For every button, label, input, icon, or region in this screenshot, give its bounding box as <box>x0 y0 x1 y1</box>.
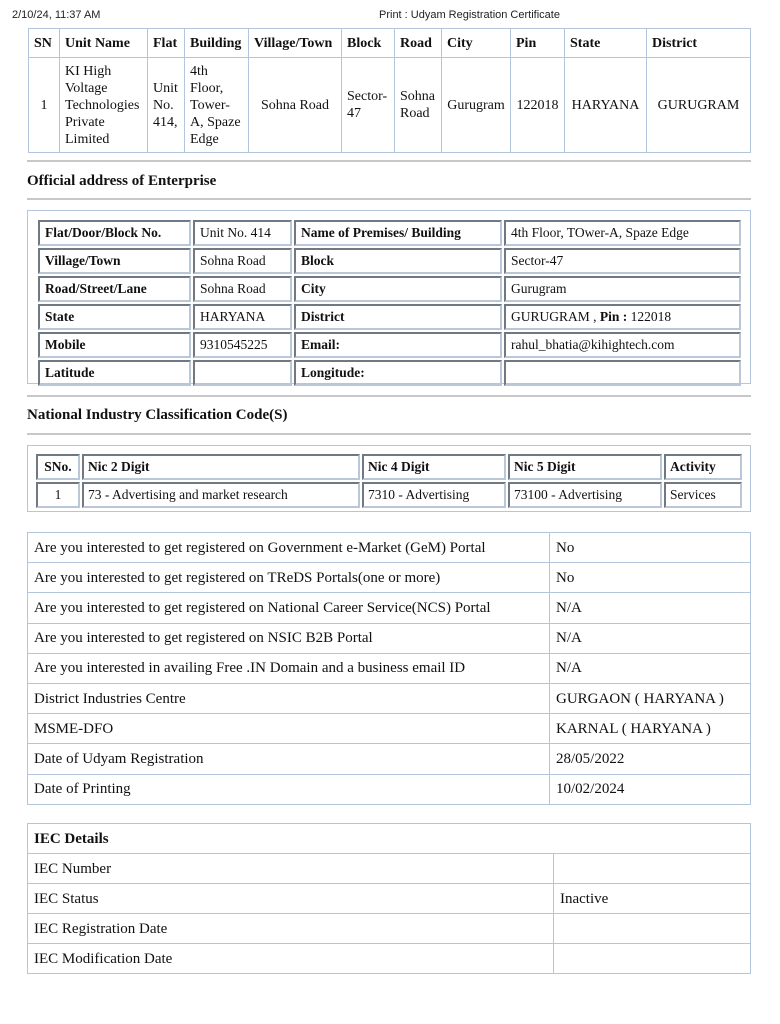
iec-status-value: Inactive <box>554 884 751 914</box>
info-row <box>28 623 751 653</box>
info-row <box>28 563 751 593</box>
table-row <box>36 482 742 508</box>
address-value: Gurugram <box>504 276 741 302</box>
iec-value <box>554 914 751 944</box>
cell-flat: Unit No. 414, <box>148 58 185 153</box>
iec-title: IEC Details <box>28 824 751 854</box>
info-row <box>28 744 751 774</box>
cell-road: Sohna Road <box>395 58 442 153</box>
cell-nic4: 7310 - Advertising <box>362 482 506 508</box>
official-address-title: Official address of Enterprise <box>27 173 217 189</box>
address-row <box>38 276 741 302</box>
iec-details-table <box>27 823 751 974</box>
info-value: KARNAL ( HARYANA ) <box>550 714 751 744</box>
info-row <box>28 774 751 804</box>
address-value: Unit No. 414 <box>193 220 292 246</box>
address-value <box>504 304 741 330</box>
info-value: GURGAON ( HARYANA ) <box>550 683 751 713</box>
unit-table <box>28 28 751 153</box>
address-label: Road/Street/Lane <box>38 276 191 302</box>
divider <box>27 395 751 397</box>
address-label: Mobile <box>38 332 191 358</box>
info-label: MSME-DFO <box>28 714 550 744</box>
info-label: Are you interested to get registered on National Career Service(NCS) Portal <box>28 593 550 623</box>
col-flat: Flat <box>148 29 185 58</box>
address-label: Latitude <box>38 360 191 386</box>
info-label: Date of Udyam Registration <box>28 744 550 774</box>
info-value: N/A <box>550 653 751 683</box>
pin-label: Pin : <box>599 309 628 324</box>
address-value: Sohna Road <box>193 276 292 302</box>
nic-box <box>27 445 751 512</box>
address-label: District <box>294 304 502 330</box>
info-value: N/A <box>550 593 751 623</box>
address-row <box>38 304 741 330</box>
address-row <box>38 360 741 386</box>
divider <box>27 160 751 162</box>
divider <box>27 433 751 435</box>
col-state: State <box>565 29 647 58</box>
address-label: State <box>38 304 191 330</box>
info-label: Are you interested in availing Free .IN Domain and a business email ID <box>28 653 550 683</box>
registration-info-table <box>27 532 751 805</box>
official-address-table <box>36 218 743 388</box>
address-value: Sector-47 <box>504 248 741 274</box>
cell-district: GURUGRAM <box>647 58 751 153</box>
col-nic5: Nic 5 Digit <box>508 454 662 480</box>
info-value: 28/05/2022 <box>550 744 751 774</box>
print-header <box>12 6 768 22</box>
address-value <box>193 360 292 386</box>
info-value: No <box>550 533 751 563</box>
info-label: District Industries Centre <box>28 683 550 713</box>
col-village-town: Village/Town <box>249 29 342 58</box>
iec-row <box>28 914 751 944</box>
official-address-box <box>27 210 751 384</box>
address-value: HARYANA <box>193 304 292 330</box>
address-label: Name of Premises/ Building <box>294 220 502 246</box>
col-unit-name: Unit Name <box>60 29 148 58</box>
cell-block: Sector-47 <box>342 58 395 153</box>
iec-row <box>28 944 751 974</box>
col-sn: SN <box>29 29 60 58</box>
address-label: Flat/Door/Block No. <box>38 220 191 246</box>
info-label: Are you interested to get registered on TReDS Portals(one or more) <box>28 563 550 593</box>
cell-unit-name: KI High Voltage Technologies Private Limited <box>60 58 148 153</box>
print-timestamp: 2/10/24, 11:37 AM <box>12 9 101 21</box>
cell-pin: 122018 <box>511 58 565 153</box>
cell-state: HARYANA <box>565 58 647 153</box>
cell-sno: 1 <box>36 482 80 508</box>
iec-value <box>554 944 751 974</box>
cell-nic5: 73100 - Advertising <box>508 482 662 508</box>
info-row <box>28 533 751 563</box>
cell-building: 4th Floor, Tower-A, Spaze Edge <box>185 58 249 153</box>
address-row <box>38 248 741 274</box>
cell-activity: Services <box>664 482 742 508</box>
col-activity: Activity <box>664 454 742 480</box>
iec-row <box>28 884 751 914</box>
iec-value <box>554 854 751 884</box>
info-value: No <box>550 563 751 593</box>
iec-label: IEC Registration Date <box>28 914 554 944</box>
info-row <box>28 653 751 683</box>
info-row <box>28 593 751 623</box>
pin-value: 122018 <box>630 309 672 324</box>
address-value: Sohna Road <box>193 248 292 274</box>
email-value: rahul_bhatia@kihightech.com <box>504 332 741 358</box>
cell-city: Gurugram <box>442 58 511 153</box>
col-pin: Pin <box>511 29 565 58</box>
address-value: 9310545225 <box>193 332 292 358</box>
address-label: Email: <box>294 332 502 358</box>
cell-sn: 1 <box>29 58 60 153</box>
nic-table <box>34 452 744 510</box>
address-value <box>504 360 741 386</box>
print-title: Print : Udyam Registration Certificate <box>379 9 560 21</box>
info-label: Date of Printing <box>28 774 550 804</box>
address-row <box>38 332 741 358</box>
unit-table-header-row <box>29 29 751 58</box>
table-row <box>29 58 751 153</box>
address-value: 4th Floor, TOwer-A, Spaze Edge <box>504 220 741 246</box>
nic-header-row <box>36 454 742 480</box>
iec-label: IEC Modification Date <box>28 944 554 974</box>
address-label: Block <box>294 248 502 274</box>
cell-nic2: 73 - Advertising and market research <box>82 482 360 508</box>
info-label: Are you interested to get registered on NSIC B2B Portal <box>28 623 550 653</box>
divider <box>27 198 751 200</box>
info-row <box>28 714 751 744</box>
iec-header-row <box>28 824 751 854</box>
col-sno: SNo. <box>36 454 80 480</box>
iec-label: IEC Number <box>28 854 554 884</box>
col-road: Road <box>395 29 442 58</box>
col-block: Block <box>342 29 395 58</box>
address-label: Village/Town <box>38 248 191 274</box>
info-row <box>28 683 751 713</box>
info-value: N/A <box>550 623 751 653</box>
info-value: 10/02/2024 <box>550 774 751 804</box>
iec-row <box>28 854 751 884</box>
col-nic4: Nic 4 Digit <box>362 454 506 480</box>
col-city: City <box>442 29 511 58</box>
address-row <box>38 220 741 246</box>
nic-title: National Industry Classification Code(S) <box>27 407 288 423</box>
col-building: Building <box>185 29 249 58</box>
col-nic2: Nic 2 Digit <box>82 454 360 480</box>
iec-label: IEC Status <box>28 884 554 914</box>
district-value: GURUGRAM , <box>511 309 597 324</box>
cell-village-town: Sohna Road <box>249 58 342 153</box>
info-label: Are you interested to get registered on Government e-Market (GeM) Portal <box>28 533 550 563</box>
address-label: Longitude: <box>294 360 502 386</box>
col-district: District <box>647 29 751 58</box>
address-label: City <box>294 276 502 302</box>
